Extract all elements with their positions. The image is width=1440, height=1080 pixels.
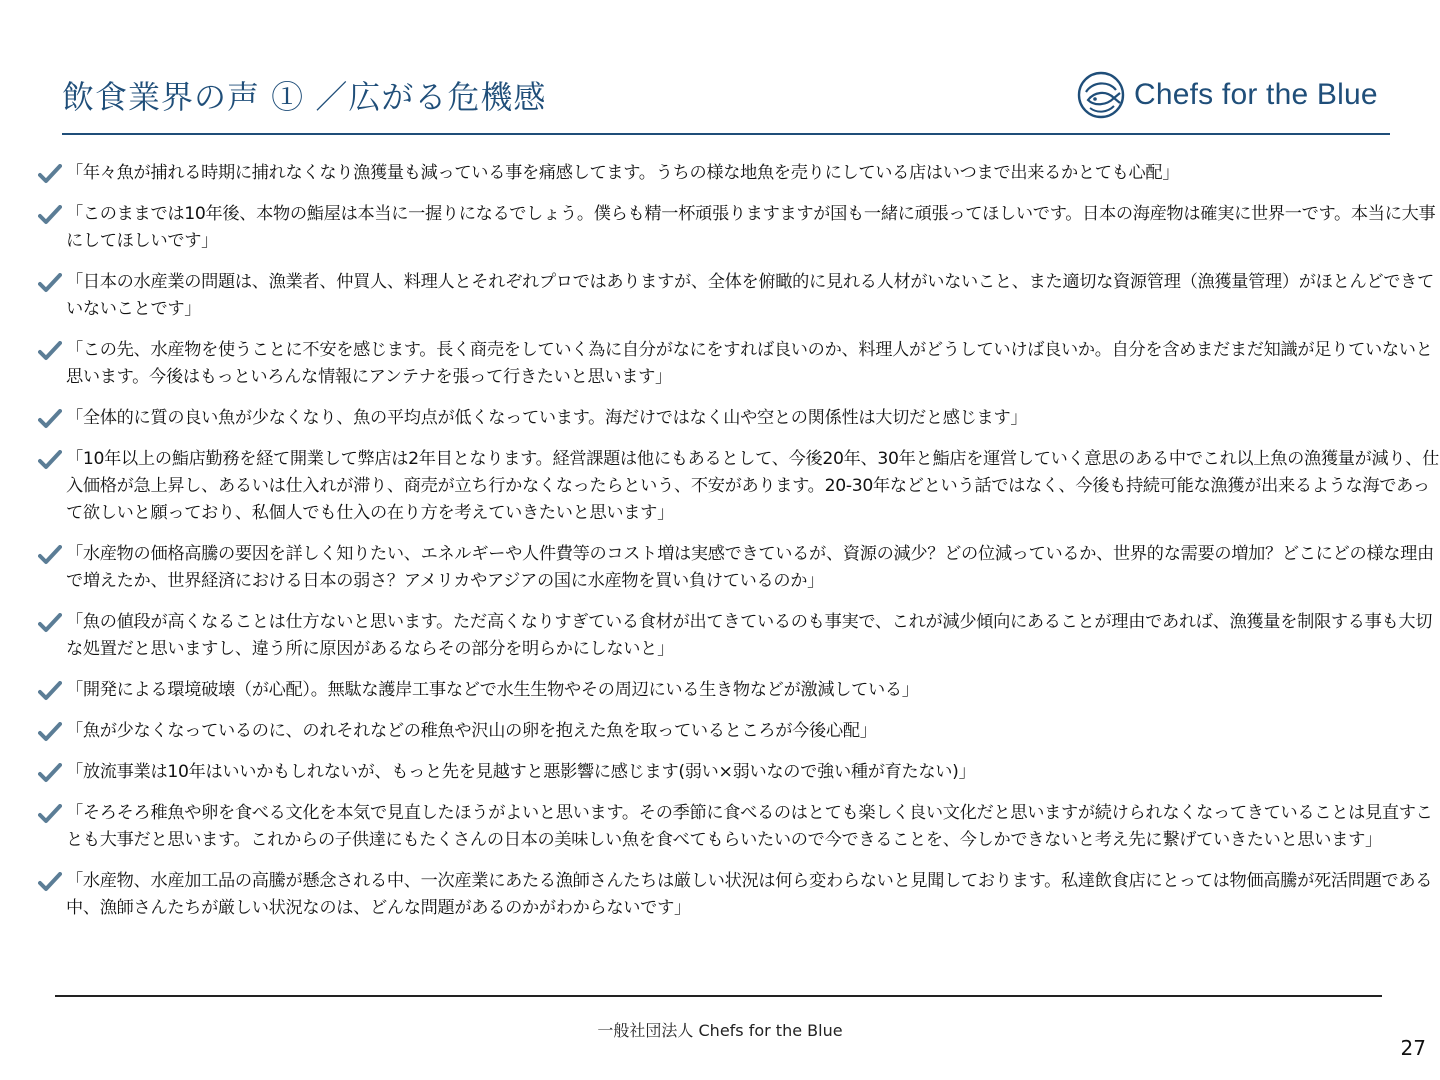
list-item bbox=[38, 201, 1440, 255]
list-item bbox=[38, 405, 1440, 432]
footer-divider bbox=[55, 995, 1382, 997]
checkmark-icon bbox=[38, 164, 62, 184]
list-item bbox=[38, 541, 1440, 595]
quote-text: 「全体的に質の良い魚が少なくなり、魚の平均点が低くなっています。海だけではなく山や空との関係性は大切だと感じます」 bbox=[66, 408, 1028, 428]
checkmark-icon bbox=[38, 763, 62, 783]
quote-list bbox=[38, 160, 1440, 936]
quote-text: 「そろそろ稚魚や卵を食べる文化を本気で見直したほうがよいと思います。その季節に食べるのはとても楽しく良い文化だと思いますが続けられなくなってきていることは見直すことも大事だと思います。これからの子供達にもたくさんの日本の美味しい魚を食べてもらいたいので今できることを、今しかできないと考え先に繋げていきたいと思います」 bbox=[66, 803, 1433, 850]
checkmark-icon bbox=[38, 613, 62, 633]
list-item bbox=[38, 677, 1440, 704]
quote-text: 「10年以上の鮨店勤務を経て開業して弊店は2年目となります。経営課題は他にもあるとして、今後20年、30年と鮨店を運営していく意思のある中でこれ以上魚の漁獲量が減り、仕入価格が急上昇し、あるいは仕入れが滞り、商売が立ち行かなくなったらという、不安があります。20-30年などという話ではなく、今後も持続可能な漁獲が出来るような海であって欲しいと願っており、私個人でも仕入の在り方を考えていきたいと思います」 bbox=[66, 449, 1440, 523]
header-divider bbox=[62, 133, 1390, 135]
logo-text: Chefs for the Blue bbox=[1134, 78, 1378, 111]
quote-text: 「魚が少なくなっているのに、のれそれなどの稚魚や沢山の卵を抱えた魚を取っているところが今後心配」 bbox=[66, 721, 877, 741]
quote-text: 「魚の値段が高くなることは仕方ないと思います。ただ高くなりすぎている食材が出てきているのも事実で、これが減少傾向にあることが理由であれば、漁獲量を制限する事も大切な処置だと思いますし、違う所に原因があるならその部分を明らかにしないと」 bbox=[66, 612, 1433, 659]
list-item bbox=[38, 718, 1440, 745]
checkmark-icon bbox=[38, 409, 62, 429]
brand-logo bbox=[1076, 70, 1378, 120]
footer-org: 一般社団法人 Chefs for the Blue bbox=[597, 1021, 843, 1040]
page-title: 飲食業界の声 ① ／広がる危機感 bbox=[62, 78, 547, 116]
list-item bbox=[38, 160, 1440, 187]
quote-text: 「このままでは10年後、本物の鮨屋は本当に一握りになるでしょう。僕らも精一杯頑張りますますが国も一緒に頑張ってほしいです。日本の海産物は確実に世界一です。本当に大事にしてほしいです」 bbox=[66, 204, 1436, 251]
checkmark-icon bbox=[38, 273, 62, 293]
quote-text: 「この先、水産物を使うことに不安を感じます。長く商売をしていく為に自分がなにをすれば良いのか、料理人がどうしていけば良いか。自分を含めまだまだ知識が足りていないと思います。今後はもっといろんな情報にアンテナを張って行きたいと思います」 bbox=[66, 340, 1433, 387]
list-item bbox=[38, 337, 1440, 391]
list-item bbox=[38, 269, 1440, 323]
fish-swirl-icon bbox=[1076, 70, 1126, 120]
checkmark-icon bbox=[38, 722, 62, 742]
quote-text: 「放流事業は10年はいいかもしれないが、もっと先を見越すと悪影響に感じます(弱い×弱いなので強い種が育たない)」 bbox=[66, 762, 976, 782]
list-item bbox=[38, 800, 1440, 854]
list-item bbox=[38, 609, 1440, 663]
checkmark-icon bbox=[38, 341, 62, 361]
quote-text: 「水産物、水産加工品の高騰が懸念される中、一次産業にあたる漁師さんたちは厳しい状況は何ら変わらないと見聞しております。私達飲食店にとっては物価高騰が死活問題である中、漁師さんたちが厳しい状況なのは、どんな問題があるのかがわからないです」 bbox=[66, 871, 1433, 918]
checkmark-icon bbox=[38, 545, 62, 565]
list-item bbox=[38, 868, 1440, 922]
checkmark-icon bbox=[38, 450, 62, 470]
list-item bbox=[38, 446, 1440, 527]
quote-text: 「日本の水産業の問題は、漁業者、仲買人、料理人とそれぞれプロではありますが、全体を俯瞰的に見れる人材がいないこと、また適切な資源管理（漁獲量管理）がほとんどできていないことです」 bbox=[66, 272, 1434, 319]
list-item bbox=[38, 759, 1440, 786]
quote-text: 「年々魚が捕れる時期に捕れなくなり漁獲量も減っている事を痛感してます。うちの様な地魚を売りにしている店はいつまで出来るかとても心配」 bbox=[66, 163, 1180, 183]
page-number: 27 bbox=[1400, 1036, 1426, 1060]
checkmark-icon bbox=[38, 205, 62, 225]
quote-text: 「開発による環境破壊（が心配）。無駄な護岸工事などで水生生物やその周辺にいる生き物などが激減している」 bbox=[66, 680, 919, 700]
checkmark-icon bbox=[38, 872, 62, 892]
checkmark-icon bbox=[38, 681, 62, 701]
checkmark-icon bbox=[38, 804, 62, 824]
quote-text: 「水産物の価格高騰の要因を詳しく知りたい、エネルギーや人件費等のコスト増は実感できているが、資源の減少？どの位減っているか、世界的な需要の増加？どこにどの様な理由で増えたか、世界経済における日本の弱さ？アメリカやアジアの国に水産物を買い負けているのか」 bbox=[66, 544, 1434, 591]
